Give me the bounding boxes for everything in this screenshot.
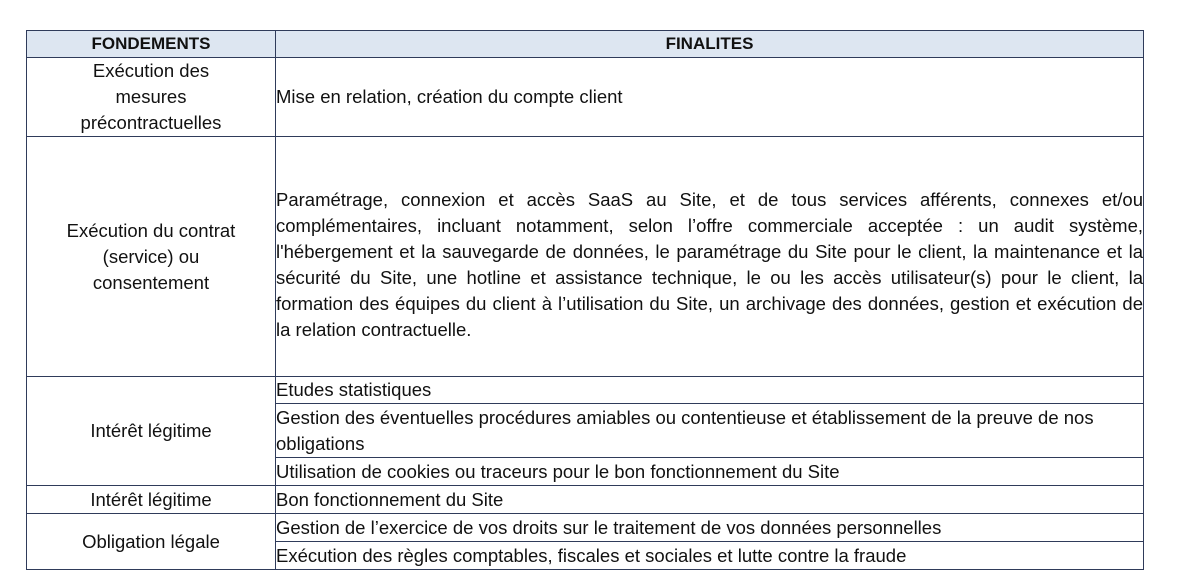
table-row — [27, 377, 1144, 404]
basis-cell: Intérêt légitime — [27, 486, 276, 514]
table-row — [27, 514, 1144, 542]
purpose-cell: Gestion des éventuelles procédures amiables ou contentieuse et établissement de la preuve de nos obligations — [276, 404, 1144, 458]
basis-cell: Intérêt légitime — [27, 377, 276, 486]
purpose-cell: Etudes statistiques — [276, 377, 1144, 404]
purpose-cell: Exécution des règles comptables, fiscales et sociales et lutte contre la fraude — [276, 542, 1144, 570]
purpose-cell: Gestion de l’exercice de vos droits sur le traitement de vos données personnelles — [276, 514, 1144, 542]
table-row — [27, 58, 1144, 137]
basis-cell: Exécution des mesures précontractuelles — [27, 58, 276, 137]
table-header-row — [27, 31, 1144, 58]
basis-cell: Exécution du contrat (service) ou consentement — [27, 137, 276, 377]
basis-cell: Obligation légale — [27, 514, 276, 570]
header-fondements: FONDEMENTS — [27, 31, 276, 58]
purpose-cell: Paramétrage, connexion et accès SaaS au Site, et de tous services afférents, connexes et/ou complémentaires, incluant notamment, selon l’offre commerciale acceptée : un audit système, l'hébergement et la sauvegarde de données, le paramétrage du Site pour le client, la maintenance et la sécurité du Site, une hotline et assistance technique, le ou les accès utilisateur(s) pour le client, la formation des équipes du client à l’utilisation du Site, un archivage des données, gestion et exécution de la relation contractuelle. — [276, 137, 1144, 377]
purpose-cell: Bon fonctionnement du Site — [276, 486, 1144, 514]
table-row — [27, 137, 1144, 377]
table-row — [27, 486, 1144, 514]
purpose-cell: Utilisation de cookies ou traceurs pour le bon fonctionnement du Site — [276, 458, 1144, 486]
header-finalites: FINALITES — [276, 31, 1144, 58]
legal-basis-table — [26, 30, 1144, 570]
purpose-cell: Mise en relation, création du compte client — [276, 58, 1144, 137]
